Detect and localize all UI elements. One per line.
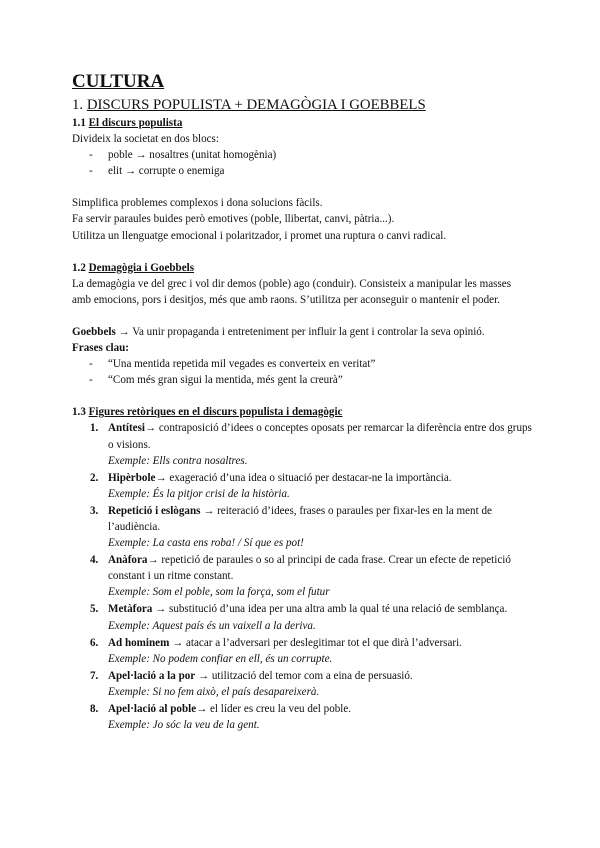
- figure-example: Exemple: Ells contra nosaltres.: [108, 454, 248, 467]
- section-title: DISCURS POPULISTA + DEMAGÒGIA I GOEBBELS: [86, 97, 426, 113]
- goebbels-line: [72, 324, 532, 340]
- goebbels-label: Goebbels: [72, 325, 116, 338]
- goebbels-text: → Va unir propaganda i entreteniment per influir la gent i controlar la seva opinió.: [115, 325, 485, 338]
- figure-desc: → substitució d’una idea per una altra amb la qual té una relació de semblança.: [152, 603, 508, 616]
- figure-example: Exemple: Si no fem això, el país desapareixerà.: [108, 685, 320, 698]
- list-item: 4. Anàfora→ repetició de paraules o so al principi de cada frase. Crear un efecte de repetició constant i un ritme constant. Exemple: Som el poble, som la força, som el futur: [72, 552, 532, 600]
- figure-term: Apel·lació a la por: [108, 669, 196, 682]
- list-item: 7. Apel·lació a la por → utilització del temor com a eina de persuasió. Exemple: Si no fem això, el país desapareixerà.: [72, 668, 532, 700]
- paragraph: Fa servir paraules buides però emotives (poble, llibertat, canvi, pàtria...).: [72, 213, 395, 226]
- figure-example: Exemple: La casta ens roba! / Sí que es pot!: [108, 537, 304, 550]
- figure-example: Exemple: Aquest país és un vaixell a la deriva.: [108, 619, 316, 632]
- bullet-item: - poble → nosaltres (unitat homogènia): [72, 147, 532, 163]
- figure-desc: → utilització del temor com a eina de persuasió.: [195, 669, 413, 682]
- paragraph: Simplifica problemes complexos i dona solucions fàcils.: [72, 197, 323, 210]
- subsection-title: Demagògia i Goebbels: [88, 261, 195, 274]
- figure-desc: → el líder es creu la veu del poble.: [196, 703, 352, 715]
- figure-desc: → exageració d’una idea o situació per destacar-ne la importància.: [155, 471, 452, 484]
- intro-text: Divideix la societat en dos blocs:: [72, 133, 219, 146]
- subsection-title: El discurs populista: [88, 117, 183, 129]
- list-item: 5. Metàfora → substitució d’una idea per una altra amb la qual té una relació de semblança. Exemple: Aquest país és un vaixell a la deriva.: [72, 601, 532, 633]
- subsection-number: 1.3: [72, 406, 86, 419]
- figure-desc: → repetició de paraules o so al principi de cada frase. Crear un efecte de repetició constant i un ritme constant.: [108, 554, 511, 583]
- subsection-number: 1.1: [72, 117, 86, 129]
- frases-label: Frases clau:: [72, 342, 129, 355]
- figure-desc: → reiteració d’idees, frases o paraules per fixar-les en la ment de l’audiència.: [108, 504, 492, 533]
- subsection-heading-1-3: [72, 404, 532, 420]
- section-heading: [72, 96, 532, 114]
- list-item: 6. Ad hominem → atacar a l’adversari per deslegitimar tot el que dirà l’adversari. Exemple: No podem confiar en ell, és un corrupte.: [72, 635, 532, 667]
- subsection-title: Figures retòriques en el discurs populista i demagògic: [88, 406, 343, 419]
- quote-item: - “Com més gran sigui la mentida, més gent la creurà”: [72, 372, 532, 388]
- figure-example: Exemple: Jo sóc la veu de la gent.: [108, 719, 260, 732]
- figures-list: [72, 420, 532, 733]
- figure-term: Hipèrbole: [108, 471, 156, 484]
- subsection-number: 1.2: [72, 261, 86, 274]
- figure-term: Metàfora: [108, 603, 153, 616]
- figure-desc: → contraposició d’idees o conceptes oposats per remarcar la diferència entre dos grups o visions.: [108, 422, 532, 451]
- figure-desc: → atacar a l’adversari per deslegitimar tot el que dirà l’adversari.: [169, 636, 462, 649]
- bullet-item: - elit → corrupte o enemiga: [72, 163, 532, 179]
- document-title: CULTURA: [72, 71, 165, 92]
- list-item: 8. Apel·lació al poble→ el líder es creu la veu del poble. Exemple: Jo sóc la veu de la gent.: [72, 701, 532, 733]
- quote-item: - “Una mentida repetida mil vegades es converteix en veritat”: [72, 356, 532, 372]
- section-number: 1.: [72, 97, 84, 113]
- figure-term: Repetició i eslògans: [108, 504, 201, 517]
- figure-example: Exemple: No podem confiar en ell, és un corrupte.: [108, 652, 333, 665]
- figure-example: Exemple: Som el poble, som la força, som el futur: [108, 586, 330, 599]
- figure-term: Apel·lació al poble: [108, 703, 197, 715]
- document-page: [72, 70, 532, 734]
- list-item: 1. Antítesi→ contraposició d’idees o conceptes oposats per remarcar la diferència entre dos grups o visions. Exemple: Ells contra nosaltres.: [72, 420, 532, 468]
- paragraph: La demagògia ve del grec i vol dir demos (poble) ago (conduir). Consisteix a manipular les masses amb emocions, pors i desitjos, més que amb raons. S’utilitza per aconseguir o mantenir el poder.: [72, 277, 512, 306]
- figure-example: Exemple: És la pitjor crisi de la història.: [108, 487, 290, 500]
- subsection-heading-1-1: [72, 115, 532, 131]
- subsection-heading-1-2: [72, 260, 532, 276]
- list-item: 3. Repetició i eslògans → reiteració d’idees, frases o paraules per fixar-les en la ment de l’audiència. Exemple: La casta ens roba! / Sí que es pot!: [72, 503, 532, 551]
- figure-term: Ad hominem: [108, 636, 170, 649]
- paragraph: Utilitza un llenguatge emocional i polaritzador, i promet una ruptura o canvi radical.: [72, 229, 447, 242]
- figure-term: Anàfora: [108, 554, 148, 567]
- list-item: 2. Hipèrbole→ exageració d’una idea o situació per destacar-ne la importància. Exemple: És la pitjor crisi de la història.: [72, 470, 532, 502]
- figure-term: Antítesi: [108, 422, 145, 435]
